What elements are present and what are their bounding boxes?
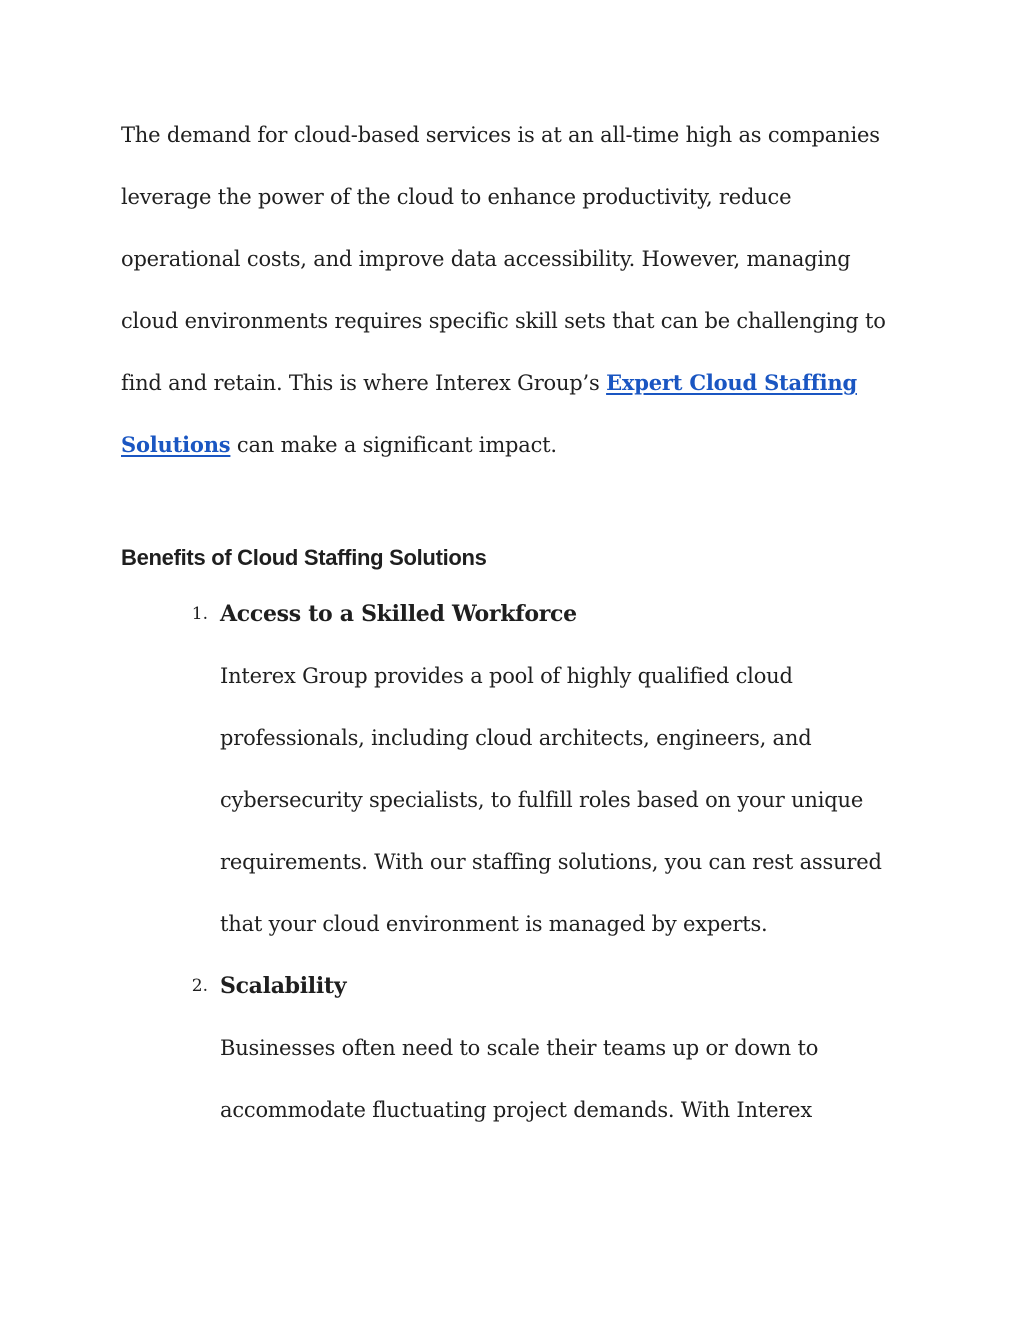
intro-text-before-link: The demand for cloud-based services is at an all-time high as companies leverage the power of the cloud to enhance productivity, reduce operational costs, and improve data accessibility. However, managing cloud environments requires specific skill sets that can be challenging to find and retain. This is where Interex Group’s [121, 123, 886, 395]
benefit-number: 1. [191, 604, 208, 624]
intro-text-after-link: can make a significant impact. [230, 433, 557, 457]
intro-paragraph [121, 104, 911, 476]
benefits-list [180, 583, 910, 1141]
benefit-title: Scalability [220, 973, 347, 999]
benefit-item-scalability [180, 955, 910, 1141]
expert-cloud-staffing-link[interactable]: Expert Cloud Staffing Solutions [121, 370, 857, 457]
benefit-item-skilled-workforce [180, 583, 910, 955]
benefit-body: Businesses often need to scale their teams up or down to accommodate fluctuating project demands. With Interex [220, 1036, 819, 1122]
benefit-body: Interex Group provides a pool of highly qualified cloud professionals, including cloud architects, engineers, and cybersecurity specialists, to fulfill roles based on your unique requirements. With our staffing solutions, you can rest assured that your cloud environment is managed by experts. [220, 664, 882, 936]
benefit-number: 2. [191, 976, 208, 996]
section-heading: Benefits of Cloud Staffing Solutions [121, 545, 487, 570]
benefit-title: Access to a Skilled Workforce [220, 601, 577, 627]
